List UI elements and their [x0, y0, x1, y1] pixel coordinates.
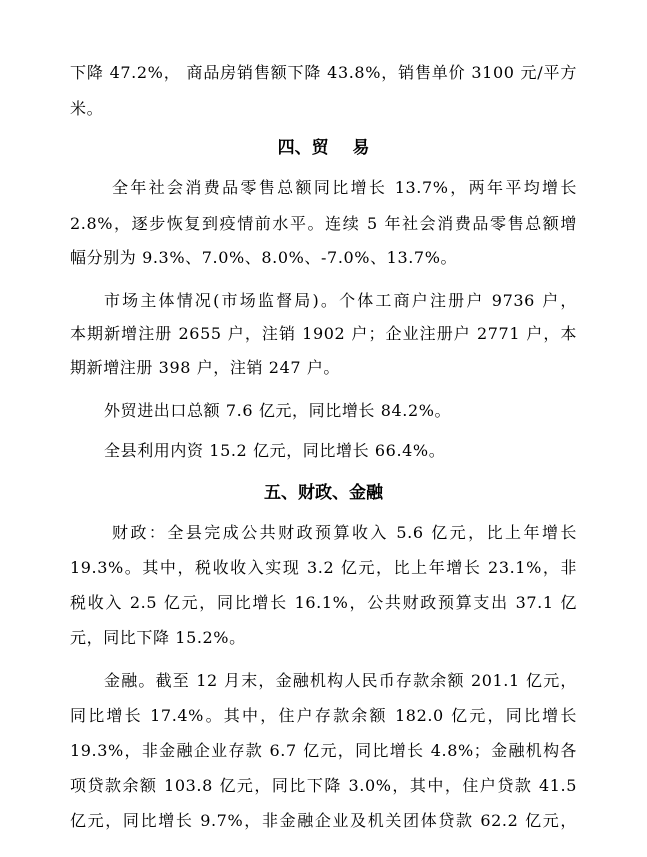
paragraph-finance-line-4: 项贷款余额 103.8 亿元，同比下降 3.0%，其中，住户贷款 41.5: [70, 776, 577, 795]
paragraph-fiscal-line-4: 元，同比下降 15.2%。: [70, 628, 246, 647]
paragraph-intro-line-2: 米。: [70, 99, 104, 118]
section-heading-finance: 五、财政、金融: [264, 483, 383, 503]
paragraph-intro-line-1: 下降 47.2%， 商品房销售额下降 43.8%，销售单价 3100 元/平方: [70, 63, 577, 82]
section-heading-trade: 四、贸 易: [277, 138, 370, 158]
paragraph-finance-line-2: 同比增长 17.4%。其中，住户存款余额 182.0 亿元，同比增长: [70, 706, 577, 725]
paragraph-retail-line-1: 全年社会消费品零售总额同比增长 13.7%，两年平均增长: [112, 178, 577, 197]
paragraph-fiscal-line-2: 19.3%。其中，税收收入实现 3.2 亿元，比上年增长 23.1%，非: [70, 558, 577, 577]
paragraph-fiscal-line-1: 财政：全县完成公共财政预算收入 5.6 亿元，比上年增长: [112, 523, 577, 542]
paragraph-foreign-trade: 外贸进出口总额 7.6 亿元，同比增长 84.2%。: [104, 401, 452, 420]
paragraph-finance-line-1: 金融。截至 12 月末，金融机构人民币存款余额 201.1 亿元，: [104, 671, 577, 690]
paragraph-domestic-investment: 全县利用内资 15.2 亿元，同比增长 66.4%。: [104, 441, 446, 460]
paragraph-market-line-2: 本期新增注册 2655 户，注销 1902 户；企业注册户 2771 户，本: [70, 324, 577, 343]
paragraph-finance-line-5: 亿元，同比增长 9.7%，非金融企业及机关团体贷款 62.2 亿元，: [70, 811, 577, 830]
paragraph-retail-line-3: 幅分别为 9.3%、7.0%、8.0%、-7.0%、13.7%。: [70, 248, 458, 267]
paragraph-fiscal-line-3: 税收入 2.5 亿元，同比增长 16.1%，公共财政预算支出 37.1 亿: [70, 593, 577, 612]
paragraph-market-line-3: 期新增注册 398 户，注销 247 户。: [70, 358, 341, 377]
paragraph-retail-line-2: 2.8%，逐步恢复到疫情前水平。连续 5 年社会消费品零售总额增: [70, 214, 577, 233]
paragraph-market-line-1: 市场主体情况(市场监督局)。个体工商户注册户 9736 户，: [104, 291, 577, 310]
paragraph-finance-line-3: 19.3%，非金融企业存款 6.7 亿元，同比增长 4.8%；金融机构各: [70, 741, 577, 760]
